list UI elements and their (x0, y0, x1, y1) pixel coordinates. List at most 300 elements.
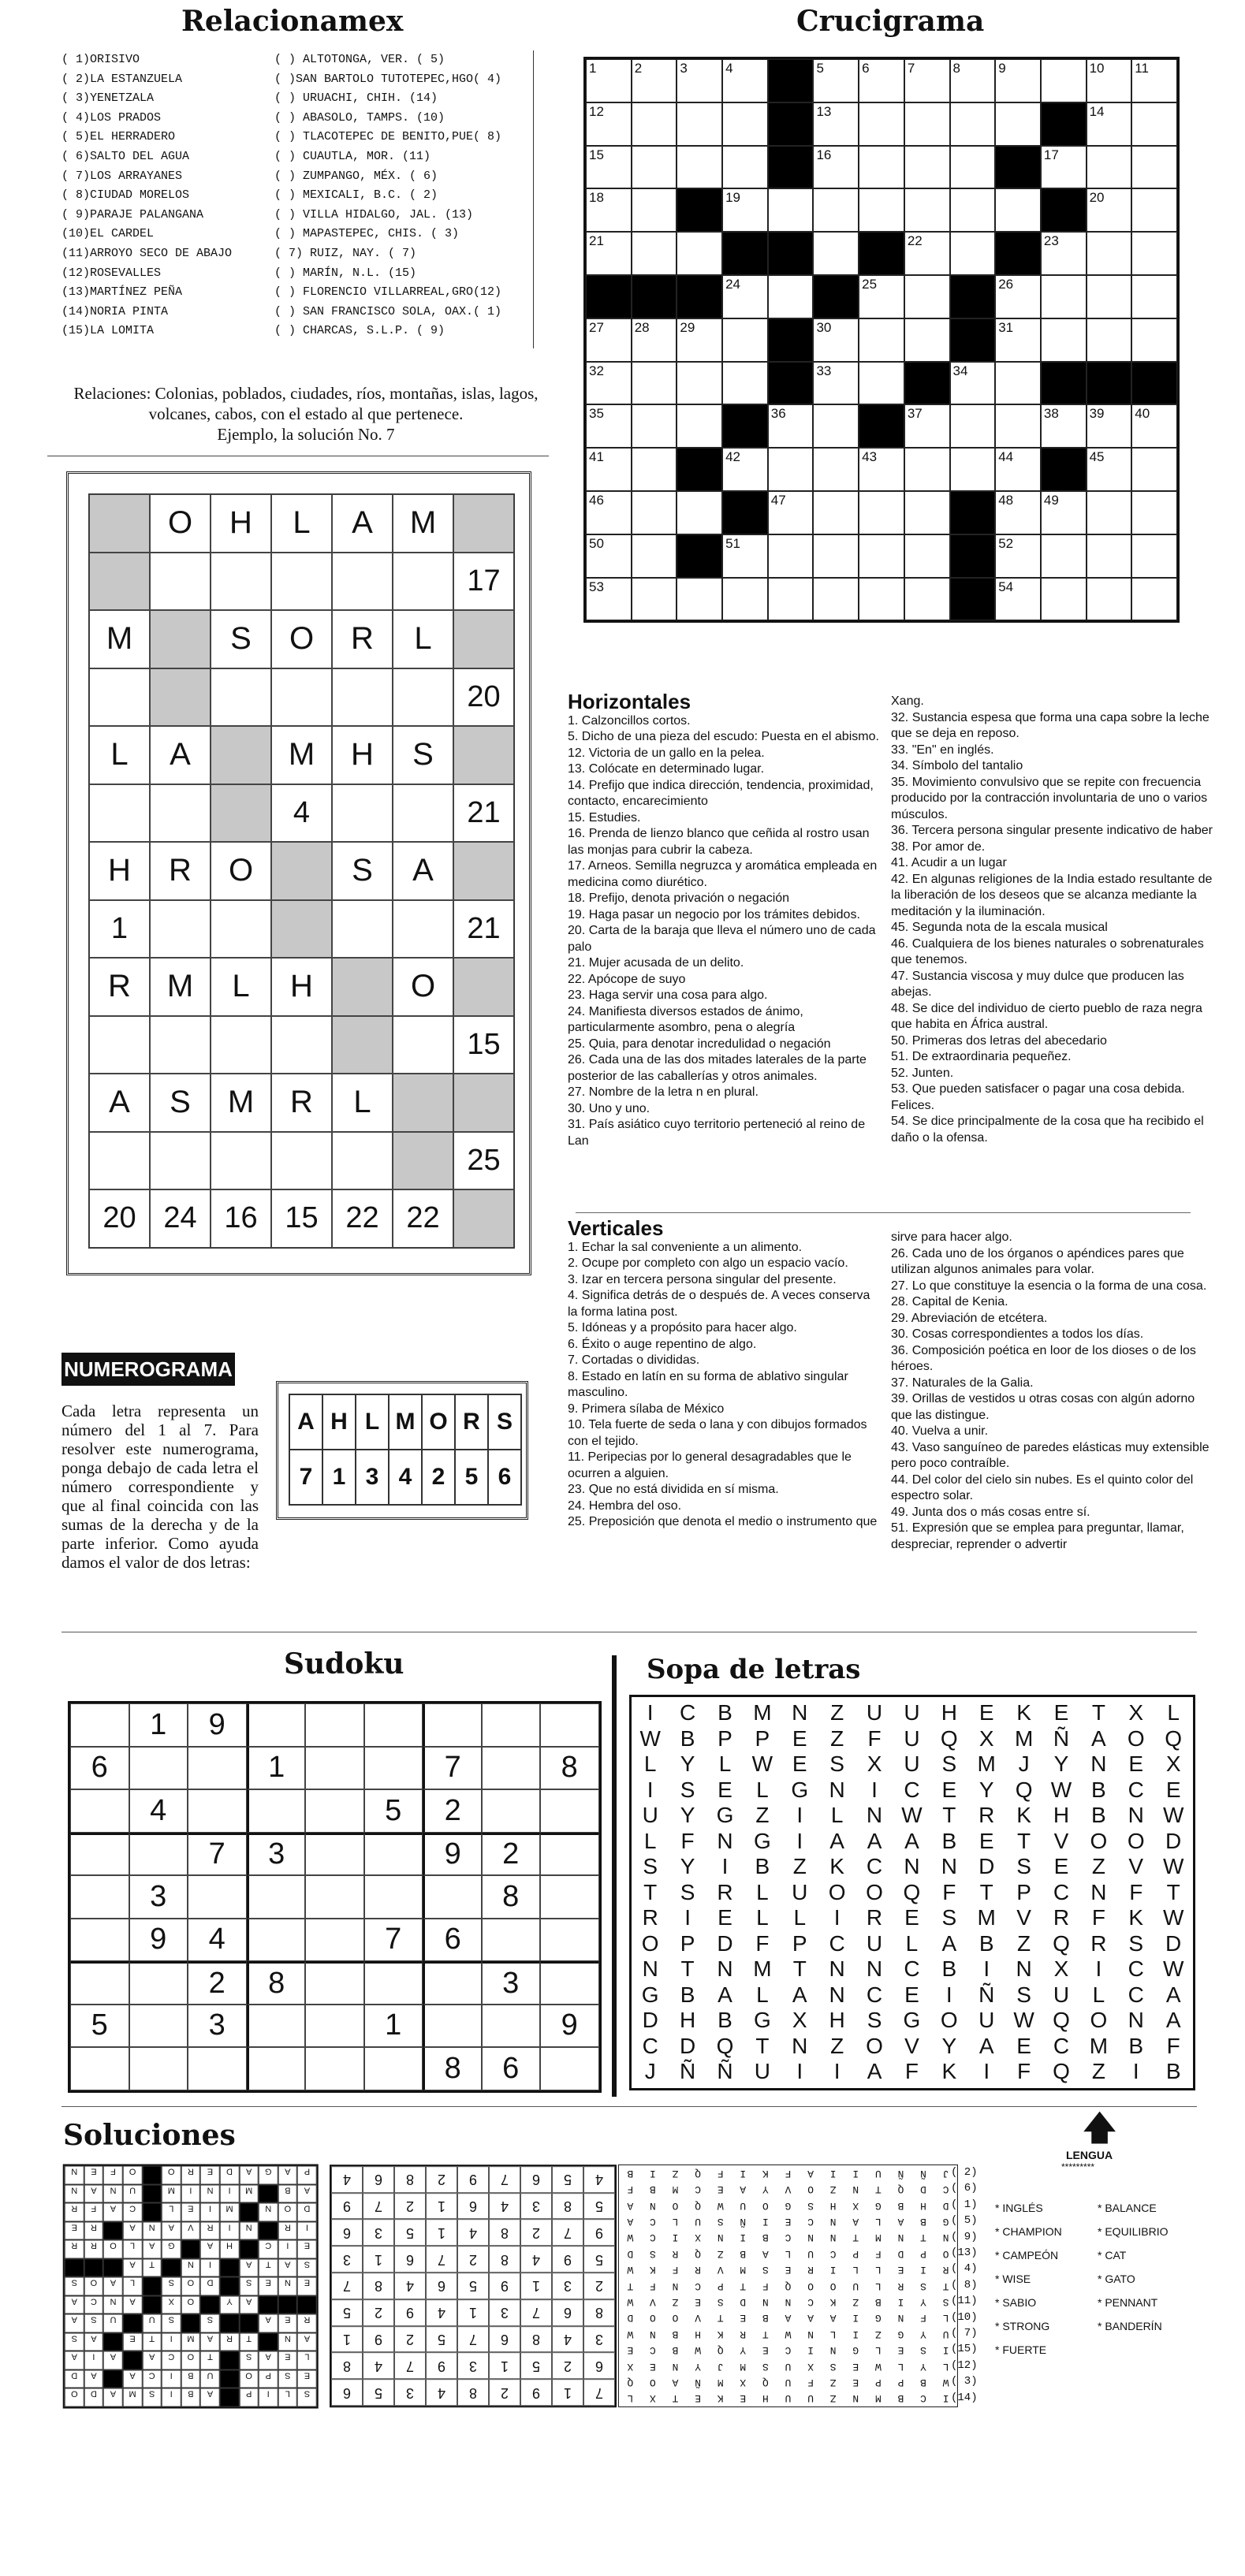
clue: 4. Significa detrás de o después de. A veces conserva la forma latina post. (568, 1289, 870, 1319)
crossword-cell (813, 404, 859, 448)
solution-word-search-letter: B (649, 2183, 656, 2196)
solution-sudoku-cell: 7 (489, 2166, 520, 2193)
clue-number: 50 (589, 535, 604, 551)
word-search-letter: D (1165, 1828, 1182, 1853)
solution-word-search-letter: E (740, 2392, 747, 2405)
solution-word-search-letter: Z (672, 2167, 679, 2180)
crossword-cell (632, 188, 677, 232)
solution-relacionamex-item: (15) (951, 2343, 978, 2356)
crossword-cell (995, 578, 1041, 621)
solution-sudoku-cell: 9 (426, 2353, 457, 2380)
solution-sudoku-cell: 1 (331, 2326, 363, 2353)
solution-word-search-letter: I (740, 2167, 747, 2180)
solution-sudoku-cell: 4 (331, 2166, 363, 2193)
solution-sudoku-cell: 7 (457, 2326, 489, 2353)
solution-word-search-letter: F (717, 2167, 724, 2180)
lengua-word: * GATO (1098, 2273, 1135, 2285)
word-search-letter: K (1016, 1700, 1031, 1725)
solution-sudoku-cell: 7 (363, 2193, 394, 2220)
clue: 20. Carta de la baraja que lleva el número uno de cada palo (568, 924, 876, 954)
lengua-word: * PENNANT (1098, 2296, 1158, 2309)
solution-crossword-cell (103, 2370, 123, 2389)
solution-crossword-cell (84, 2259, 104, 2278)
numerograma-cell (393, 553, 453, 611)
solution-word-search-letter: S (762, 2264, 769, 2276)
word-search-letter: Z (792, 1854, 807, 1879)
solution-sudoku-cell: 3 (489, 2299, 520, 2326)
clue: sirve para hacer algo. (891, 1230, 1012, 1244)
sudoku-cell (540, 1919, 599, 1962)
numerograma-cell: A (332, 494, 393, 553)
solution-word-search-letter: Ñ (740, 2215, 747, 2228)
word-search-letter: A (978, 2033, 994, 2058)
word-search-letter: M (753, 1956, 772, 1982)
clue-number: 40 (1135, 406, 1150, 422)
crossword-title: Crucigrama (796, 5, 985, 38)
solution-word-search-letter: B (627, 2167, 634, 2180)
solution-word-search-letter: B (897, 2392, 904, 2405)
crossword-cell (1041, 59, 1087, 102)
sudoku-cell: 8 (423, 2047, 482, 2090)
relacionamex-row (62, 206, 542, 225)
black-cell (950, 534, 996, 578)
relacionamex-row (62, 303, 542, 322)
relacionamex-place: (10)EL CARDEL (62, 227, 155, 241)
sudoku-cell: 1 (247, 1747, 306, 1790)
solution-word-search-letter: R (672, 2247, 679, 2260)
sudoku-cell (70, 1919, 129, 1962)
clue: 52. Junten. (891, 1066, 954, 1080)
word-search-letter: P (792, 1930, 807, 1956)
crossword-cell (859, 275, 904, 318)
solution-word-search-letter: N (807, 2232, 814, 2244)
clue: 12. Victoria de un gallo en la pelea. (568, 746, 765, 760)
word-search-letter: M (977, 1751, 996, 1777)
relacionamex-state: ( ) TLACOTEPEC DE BENITO,PUE( 8) (274, 130, 502, 144)
solution-sudoku-cell: 7 (583, 2379, 615, 2406)
word-search-letter: Q (1053, 2008, 1070, 2033)
relacionamex-place: (12)ROSEVALLES (62, 266, 162, 280)
word-search-letter: G (641, 1982, 659, 2007)
key-letter: A (289, 1394, 322, 1450)
crossword-cell (1131, 275, 1177, 318)
word-search-letter: N (717, 1956, 733, 1982)
solution-crossword-cell: M (123, 2388, 143, 2407)
word-search-letter: S (680, 1777, 695, 1802)
solution-word-search-letter: T (740, 2280, 747, 2292)
crossword-cell (632, 534, 677, 578)
crossword-cell (859, 448, 904, 491)
solution-crossword-cell: A (278, 2166, 298, 2185)
solution-word-search-letter: A (627, 2199, 634, 2212)
sudoku-cell (188, 2047, 247, 2090)
solution-crossword-cell: E (278, 2351, 298, 2370)
word-search-letter: Z (830, 2033, 844, 2058)
sudoku-cell (305, 1919, 364, 1962)
sudoku-cell: 2 (423, 1789, 482, 1833)
solution-word-search-letter: K (649, 2264, 656, 2276)
sudoku-cell (364, 1747, 423, 1790)
crossword-cell (722, 448, 768, 491)
solution-word-search-letter: G (897, 2328, 904, 2340)
solution-crossword-cell: F (84, 2203, 104, 2222)
solution-crossword-cell: A (239, 2259, 259, 2278)
solution-crossword-cell: R (200, 2222, 220, 2241)
crossword-cell (722, 146, 768, 189)
solution-crossword-cell: T (142, 2333, 162, 2352)
solution-crossword-cell: A (103, 2351, 123, 2370)
solution-crossword-cell: U (200, 2370, 220, 2389)
sudoku-cell (305, 1833, 364, 1876)
solution-crossword-cell: H (220, 2240, 240, 2259)
solution-crossword-cell (123, 2314, 143, 2333)
sudoku-cell: 6 (423, 1919, 482, 1962)
crossword-cell (1087, 146, 1132, 189)
solution-word-search-letter: B (920, 2215, 926, 2228)
word-search-letter: B (718, 2008, 732, 2033)
clue: 33. "En" en inglés. (891, 743, 994, 757)
key-value: 3 (356, 1450, 389, 1505)
crossword-cell (1087, 188, 1132, 232)
word-search-letter: L (756, 1905, 769, 1930)
solution-word-search-letter: V (717, 2264, 724, 2276)
sudoku-cell (70, 1703, 129, 1747)
clue-number: 17 (1043, 147, 1059, 162)
solution-crossword-cell: O (84, 2277, 104, 2296)
black-cell (950, 491, 996, 534)
solution-word-search-letter: O (807, 2280, 814, 2292)
word-search-letter: N (941, 1854, 957, 1879)
sudoku-cell (423, 1703, 482, 1747)
word-search-letter: D (642, 2008, 658, 2033)
crossword-cell (859, 188, 904, 232)
crossword-cell (768, 491, 814, 534)
numerograma-cell (211, 900, 271, 959)
relacionamex-state: ( ) FLORENCIO VILLARREAL,GRO(12) (274, 285, 502, 300)
clue-number: 42 (725, 449, 740, 465)
solution-word-search-letter: N (829, 2232, 837, 2244)
clue-number: 24 (725, 276, 740, 292)
solution-crossword-cell: A (103, 2388, 123, 2407)
solution-word-search-letter: C (807, 2215, 814, 2228)
solution-word-search-letter: D (942, 2199, 949, 2212)
solution-sudoku-cell: 6 (457, 2193, 489, 2220)
solution-crossword-cell: P (259, 2370, 278, 2389)
column-divider (612, 1655, 617, 2097)
solution-word-search-letter: U (874, 2167, 882, 2180)
solution-crossword-cell: A (123, 2259, 143, 2278)
sudoku-cell (540, 1875, 599, 1919)
crossword-cell (813, 578, 859, 621)
key-value: 2 (422, 1450, 455, 1505)
crossword-cell (995, 59, 1041, 102)
numerograma-cell: 15 (271, 1189, 332, 1248)
sudoku-cell (247, 1919, 306, 1962)
solution-crossword-cell (220, 2351, 240, 2370)
clue: 27. Nombre de la letra n en plural. (568, 1085, 759, 1099)
crossword-cell (722, 318, 768, 362)
solution-crossword-cell (142, 2296, 162, 2315)
numerograma-cell (453, 1074, 514, 1132)
solution-word-search-letter: E (852, 2376, 859, 2388)
clue-number: 4 (725, 61, 733, 76)
solution-crossword-cell: M (162, 2185, 181, 2204)
word-search-letter: W (1162, 1956, 1184, 1982)
solution-crossword-cell: B (181, 2370, 201, 2389)
word-search-letter: U (1053, 1982, 1070, 2007)
crossword-cell (813, 318, 859, 362)
solution-crossword-cell: D (220, 2166, 240, 2185)
key-letter: S (488, 1394, 521, 1450)
clue: 51. Expresión que se emplea para preguntar, llamar, despreciar, reprender o advertir (891, 1521, 1184, 1551)
numerograma-cell (150, 553, 211, 611)
crossword-cell (950, 362, 996, 405)
solution-word-search-letter: N (829, 2344, 837, 2356)
solution-word-search-letter: I (762, 2215, 769, 2228)
solution-crossword-cell: L (297, 2351, 317, 2370)
numerograma-cell: 20 (453, 668, 514, 727)
solution-word-search-letter: Z (852, 2295, 859, 2308)
clue: 24. Hembra del oso. (568, 1498, 682, 1513)
numerograma-cell: M (89, 610, 150, 668)
word-search-letter: T (1166, 1879, 1180, 1904)
black-cell (722, 491, 768, 534)
solution-relacionamex-item: ( 6) (951, 2182, 978, 2195)
solution-word-search-letter: L (874, 2215, 882, 2228)
solution-crossword-cell (142, 2185, 162, 2204)
word-search-letter: W (1162, 1905, 1184, 1930)
word-search-letter: W (1013, 2008, 1034, 2033)
sudoku-cell (540, 1789, 599, 1833)
numerograma-cell: L (89, 726, 150, 784)
solution-word-search-letter: Z (672, 2295, 679, 2308)
word-search-letter: I (983, 1956, 990, 1982)
solution-word-search-letter: X (649, 2392, 656, 2405)
solution-word-search-letter: C (785, 2232, 792, 2244)
numerograma-cell (271, 1132, 332, 1190)
solution-sudoku-cell: 2 (363, 2299, 394, 2326)
crossword-cell (632, 146, 677, 189)
solution-sudoku-cell: 6 (583, 2353, 615, 2380)
sudoku-cell: 3 (129, 1875, 188, 1919)
word-search-letter: T (1091, 1700, 1105, 1725)
solution-sudoku-cell: 7 (520, 2299, 552, 2326)
crossword-cell (586, 146, 632, 189)
solution-word-search-letter: X (740, 2376, 747, 2388)
solution-word-search-letter: O (672, 2312, 679, 2325)
solution-relacionamex-item: ( 2) (951, 2166, 978, 2179)
lengua-word: * CAT (1098, 2249, 1127, 2261)
sudoku-title: Sudoku (284, 1647, 404, 1681)
clue-number: 15 (589, 147, 604, 162)
solution-sudoku-cell: 1 (489, 2353, 520, 2380)
solution-crossword-cell: M (220, 2203, 240, 2222)
numerograma-cell (211, 1132, 271, 1190)
word-search-letter: K (829, 1854, 844, 1879)
crossword-cell (950, 146, 996, 189)
clue-number: 35 (589, 406, 604, 422)
solution-word-search-letter: N (785, 2295, 792, 2308)
solution-word-search-letter: Q (627, 2376, 634, 2388)
clue-number: 8 (952, 61, 960, 76)
clue: 50. Primeras dos letras del abecedario (891, 1033, 1107, 1048)
solution-crossword-cell: S (142, 2388, 162, 2407)
word-search-letter: C (904, 1956, 920, 1982)
solution-word-search-letter: E (785, 2215, 792, 2228)
solution-word-search-letter: Y (762, 2183, 769, 2196)
word-search-letter: I (1132, 2059, 1139, 2084)
solution-crossword-cell: E (297, 2277, 317, 2296)
clue-number: 44 (998, 449, 1014, 465)
crossword-cell (904, 404, 950, 448)
solution-word-search-letter: B (874, 2295, 882, 2308)
word-search-letter: S (643, 1854, 658, 1879)
clue: 22. Apócope de suyo (568, 972, 686, 986)
sudoku-cell: 4 (129, 1789, 188, 1833)
sudoku-cell (70, 1961, 129, 2005)
clue: 45. Segunda nota de la escala musical (891, 921, 1108, 934)
word-search-letter: R (642, 1905, 658, 1930)
solution-word-search-letter: D (920, 2183, 926, 2196)
solution-word-search-letter: Ñ (695, 2376, 701, 2388)
sudoku-cell (129, 1961, 188, 2005)
solution-word-search-letter: C (807, 2295, 814, 2308)
solution-crossword-cell: T (200, 2351, 220, 2370)
numerograma-cell (211, 726, 271, 784)
crossword-cell (632, 362, 677, 405)
solution-word-search-letter: K (717, 2328, 724, 2340)
solution-sudoku-cell: 6 (552, 2299, 583, 2326)
black-cell (677, 275, 722, 318)
solution-word-search-letter: E (897, 2264, 904, 2276)
clue: 18. Prefijo, denota privación o negación (568, 892, 790, 905)
word-search-letter: V (1128, 1854, 1144, 1879)
clue-number: 36 (770, 406, 786, 422)
clue-number: 31 (998, 319, 1014, 335)
word-search-letter: E (1053, 1700, 1069, 1725)
word-search-letter: L (756, 1982, 769, 2007)
key-letter: R (455, 1394, 488, 1450)
key-value: 6 (488, 1450, 521, 1505)
relacionamex-place: (11)ARROYO SECO DE ABAJO (62, 246, 233, 260)
solution-word-search-letter: F (627, 2183, 634, 2196)
clue-number: 19 (725, 190, 740, 206)
sudoku-cell: 7 (423, 1747, 482, 1790)
word-search-letter: O (866, 2033, 883, 2058)
word-search-letter: R (978, 1803, 995, 1828)
sudoku-cell: 9 (129, 1919, 188, 1962)
numerograma-cell: 21 (453, 900, 514, 959)
clue-number: 16 (816, 147, 832, 162)
numerograma-cell: 1 (89, 900, 150, 959)
solution-crossword-cell: I (220, 2222, 240, 2241)
up-arrow-icon: 🡅 (1082, 2109, 1118, 2147)
solution-sudoku-cell: 2 (394, 2193, 426, 2220)
solution-word-search-letter: L (942, 2360, 949, 2373)
solution-crossword-cell (220, 2388, 240, 2407)
solution-word-search-letter: N (852, 2392, 859, 2405)
solution-word-search-letter: W (942, 2376, 949, 2388)
solution-sudoku-cell: 9 (583, 2220, 615, 2247)
solution-word-search-letter: E (852, 2360, 859, 2373)
solution-word-search-letter: E (785, 2264, 792, 2276)
solutions-title: Soluciones (63, 2119, 236, 2152)
solution-word-search-letter: Y (920, 2360, 926, 2373)
word-search-letter: S (867, 2008, 882, 2033)
solution-crossword-cell (239, 2314, 259, 2333)
solution-word-search-letter: S (829, 2360, 837, 2373)
solution-word-search-letter: A (672, 2376, 679, 2388)
numerograma-grid (88, 493, 515, 1249)
solution-word-search-letter: L (874, 2280, 882, 2292)
solution-word-search-letter: Q (897, 2183, 904, 2196)
sudoku-cell (305, 2047, 364, 2090)
word-search-letter: E (904, 1982, 919, 2007)
numerograma-cell (211, 784, 271, 843)
relacionamex-state: ( ) ABASOLO, TAMPS. (10) (274, 110, 445, 125)
word-search-letter: X (978, 1725, 994, 1751)
word-search-letter: J (1018, 1751, 1030, 1777)
solution-word-search-letter: A (762, 2247, 769, 2260)
solution-sudoku-cell: 5 (583, 2193, 615, 2220)
word-search-letter: H (679, 2008, 696, 2033)
solution-word-search-letter: G (874, 2312, 882, 2325)
word-search-letter: U (978, 2008, 995, 2033)
solution-word-search-letter: P (920, 2247, 926, 2260)
solution-word-search-letter: M (717, 2376, 724, 2388)
word-search-letter: M (753, 1700, 772, 1725)
sudoku-cell: 3 (247, 1833, 306, 1876)
black-cell (859, 404, 904, 448)
word-search-letter: Q (1053, 2059, 1070, 2084)
solution-sudoku-cell: 1 (363, 2246, 394, 2273)
numerograma-cell: O (393, 958, 453, 1016)
solution-word-search-letter: O (807, 2183, 814, 2196)
crossword-cell (586, 232, 632, 275)
solution-relacionamex-item: (14) (951, 2391, 978, 2404)
numerograma-cell: S (332, 842, 393, 900)
clue: 16. Prenda de lienzo blanco que ceñida al rostro usan las monjas para cubrir la cabeza. (568, 827, 870, 857)
sudoku-cell (129, 1833, 188, 1876)
relacionamex-place: ( 5)EL HERRADERO (62, 130, 176, 144)
word-search-letter: N (1128, 2008, 1144, 2033)
vertical-clues-col2 (891, 1230, 1214, 1553)
clue: 21. Mujer acusada de un delito. (568, 956, 744, 970)
solution-word-search-letter: L (874, 2344, 882, 2356)
sudoku-cell: 3 (482, 1961, 541, 2005)
word-search-letter: U (754, 2059, 770, 2084)
clue-number: 2 (634, 61, 643, 76)
word-search-letter: L (718, 1751, 732, 1777)
word-search-letter: F (904, 2059, 919, 2084)
solution-sudoku-cell: 8 (489, 2220, 520, 2247)
crossword-cell (995, 491, 1041, 534)
sudoku-cell (364, 1875, 423, 1919)
solution-sudoku-cell: 7 (426, 2246, 457, 2273)
black-cell (768, 318, 814, 362)
sudoku-cell (188, 1747, 247, 1790)
sudoku-cell (188, 1789, 247, 1833)
word-search-letter: H (941, 1700, 957, 1725)
word-search-letter: F (942, 1879, 956, 1904)
solution-word-search-letter: S (717, 2215, 724, 2228)
solution-word-search-letter: P (874, 2376, 882, 2388)
solution-word-search-letter: I (942, 2344, 949, 2356)
word-search-letter: S (1016, 1854, 1031, 1879)
solution-word-search-letter: P (717, 2280, 724, 2292)
solution-word-search-letter: A (807, 2312, 814, 2325)
word-search-letter: B (1165, 2059, 1181, 2084)
